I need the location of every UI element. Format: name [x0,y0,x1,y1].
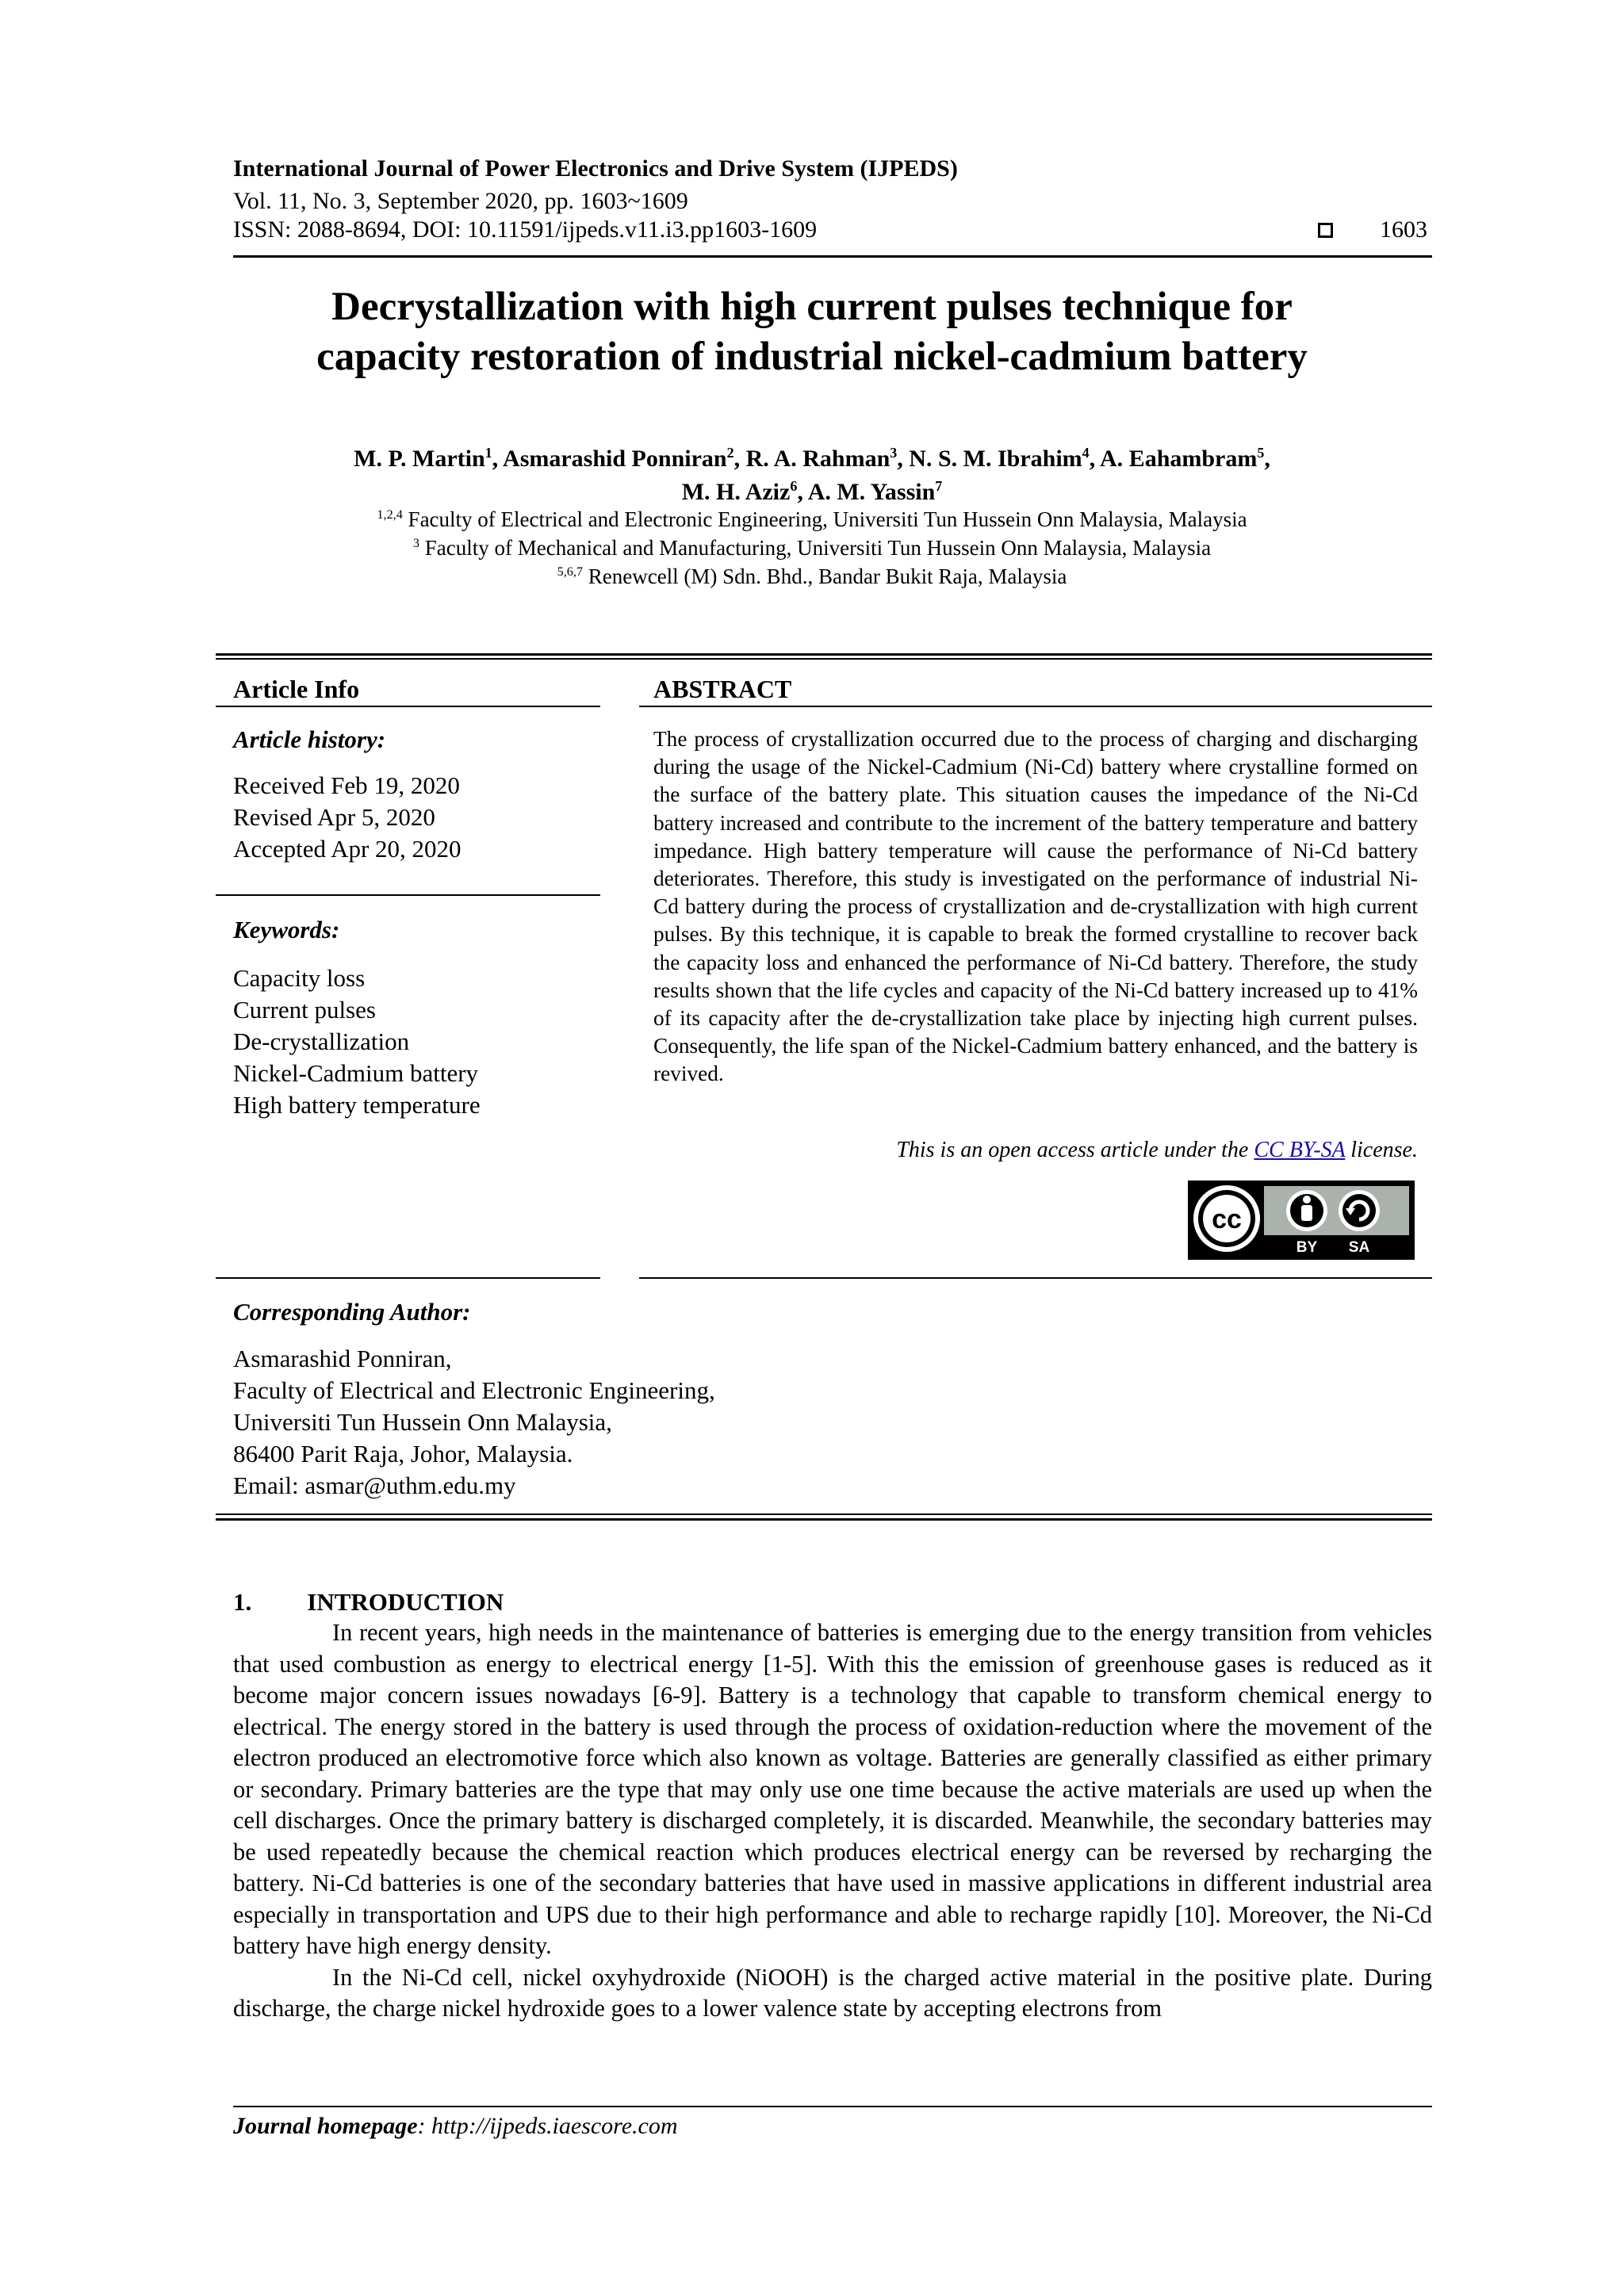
license-line: This is an open access article under the CC BY-SA license. [896,1138,1418,1162]
cc-badge-graphic [1188,1181,1415,1260]
info-box-top-rule [216,653,1432,656]
title-line: Decrystallization with high current pulses technique for [331,285,1293,329]
corresponding-rule-right [639,1277,1432,1279]
corresponding-line: Asmarashid Ponniran, [233,1345,452,1372]
author-name: R. A. Rahman [745,446,891,472]
volume-line: Vol. 11, No. 3, September 2020, pp. 1603~1609 [233,188,688,214]
homepage-label: Journal homepage [233,2113,418,2139]
affiliation: $^3$ Faculty of Mechanical and Manufacturing, Universiti Tun Hussein Onn Malaysia, Malaysia [412,536,1212,560]
abstract-text: The process of crystallization occurred due to the process of charging and discharging during the usage of the Nickel-Cadmium (Ni-Cd) battery where crystalline formed on the surface of the battery plate. This situation causes the impedance of the Ni-Cd battery increased and contribute to the increment of the battery temperature and battery impedance. High battery temperature will cause the performance of Ni-Cd battery deteriorates. Therefore, this study is investigated on the performance of industrial Ni-Cd battery during the process of crystallization and de-crystallization with high current pulses. By this technique, it is capable to break the formed crystalline to recover back the capacity loss and enhanced the performance of Ni-Cd battery. Therefore, the study results shown that the life cycles and capacity of the Ni-Cd battery increased up to 41% of its capacity after the de-crystallization take place by injecting high current pulses. Consequently, the life span of the Nickel-Cadmium battery enhanced, and the battery is revived. [653,727,1418,1086]
abstract-rule [639,706,1432,707]
sa-label: SA [1348,1239,1370,1256]
section-number: 1. [233,1588,252,1616]
author-name: M. P. Martin [354,446,485,472]
keywords-list [233,962,481,1121]
paper-title [159,282,1465,382]
square-icon [1318,223,1333,238]
history-item: Accepted Apr 20, 2020 [233,835,462,863]
person-icon [1303,1196,1311,1203]
author-sup: 5 [1257,445,1265,461]
homepage-url[interactable]: : http://ijpeds.iaescore.com [417,2113,678,2139]
author-list [159,442,1465,509]
history-item: Revised Apr 5, 2020 [233,803,435,831]
author-line: M. P. Martin$^1$, Asmarashid Ponniran$^2$, R. A. Rahman$^3$, N. S. M. Ibrahim$^4$, A. Eahambram$^5$, [354,445,1270,472]
author-name: A. Eahambram [1100,446,1258,472]
by-label: BY [1296,1239,1318,1256]
article-info-rule [216,706,600,707]
header-rule [233,255,1432,258]
journal-homepage [233,2113,678,2140]
info-box-bottom-rule-inner [216,1513,1432,1515]
author-sup: 7 [935,478,943,494]
history-rule [216,894,600,896]
corresponding-line: Faculty of Electrical and Electronic Engineering, [233,1376,715,1404]
author-name: M. H. Aziz [681,479,791,505]
author-sup: 4 [1082,445,1090,461]
author-sup: 1 [485,445,492,461]
keyword: Current pulses [233,996,376,1024]
corresponding-heading: Corresponding Author: [233,1298,471,1326]
history-heading: Article history: [233,725,386,753]
footer-rule [233,2106,1432,2107]
cc-by-sa-badge[interactable] [1188,1181,1415,1260]
cc-by-sa-link[interactable]: CC BY-SA [1254,1138,1346,1162]
keyword: Capacity loss [233,964,366,992]
introduction-heading [233,1588,504,1617]
history-item: Received Feb 19, 2020 [233,771,460,799]
issn-line: ISSN: 2088-8694, DOI: 10.11591/ijpeds.v11.i3.pp1603-1609 [233,216,818,243]
author-name: Asmarashid Ponniran [503,446,727,472]
affiliation: $^{5,6,7}$ Renewcell (M) Sdn. Bhd., Bandar Bukit Raja, Malaysia [557,564,1067,588]
info-box-top-rule-inner [216,658,1432,660]
corresponding-email[interactable]: Email: asmar@uthm.edu.my [233,1471,516,1499]
affiliations [159,505,1465,591]
keyword: High battery temperature [233,1091,481,1119]
keyword: Nickel-Cadmium battery [233,1059,479,1087]
affiliation: $^{1,2,4}$ Faculty of Electrical and Electronic Engineering, Universiti Tun Hussein Onn Malaysia, Malaysia [377,507,1247,531]
page-number: 1603 [1380,216,1427,243]
section-title: INTRODUCTION [307,1588,504,1616]
corresponding-author [233,1343,715,1502]
abstract-heading: ABSTRACT [653,675,792,703]
introduction-body [233,1617,1432,2025]
corresponding-line: Universiti Tun Hussein Onn Malaysia, [233,1408,612,1436]
title-line: capacity restoration of industrial nickel-cadmium battery [316,335,1308,379]
keyword: De-crystallization [233,1027,410,1055]
author-name: A. M. Yassin [807,479,936,505]
journal-name: International Journal of Power Electronics and Drive System (IJPEDS) [233,155,958,182]
author-sup: 6 [790,478,798,494]
author-line: M. H. Aziz$^6$, A. M. Yassin$^7$ [681,478,943,505]
author-sup: 3 [890,445,898,461]
cc-label: cc [1212,1204,1242,1234]
author-name: N. S. M. Ibrahim [909,446,1082,472]
article-info-heading: Article Info [233,675,360,703]
corresponding-line: 86400 Parit Raja, Johor, Malaysia. [233,1440,573,1468]
author-sup: 2 [726,445,734,461]
paragraph: In the Ni-Cd cell, nickel oxyhydroxide (NiOOH) is the charged active material in the positive plate. During discharge, the charge nickel hydroxide goes to a lower valence state by accepting electrons from [233,1963,1432,2022]
corresponding-rule-left [216,1277,600,1279]
keywords-heading: Keywords: [233,916,340,943]
info-box-bottom-rule [216,1518,1432,1521]
article-history [233,770,462,865]
paragraph: In recent years, high needs in the maintenance of batteries is emerging due to the energy transition from vehicles that used combustion as energy to electrical energy [1-5]. With this the emission of greenhouse gases is reduced as it become major concern issues nowadays [6-9]. Battery is a technology that capable to transform chemical energy to electrical. The energy stored in the battery is used through the process of oxidation-reduction where the movement of the electron produced an electromotive force which also known as voltage. Batteries are generally classified as either primary or secondary. Primary batteries are the type that may only use one time because the active materials are used up when the cell discharges. Once the primary battery is discharged completely, it is discarded. Meanwhile, the secondary batteries may be used repeatedly because the chemical reaction which produces electrical energy can be reversed by recharging the battery. Ni-Cd batteries is one of the secondary batteries that have used in massive applications in different industrial area especially in transportation and UPS due to their high performance and able to recharge rapidly [10]. Moreover, the Ni-Cd battery have high energy density. [233,1619,1432,1959]
